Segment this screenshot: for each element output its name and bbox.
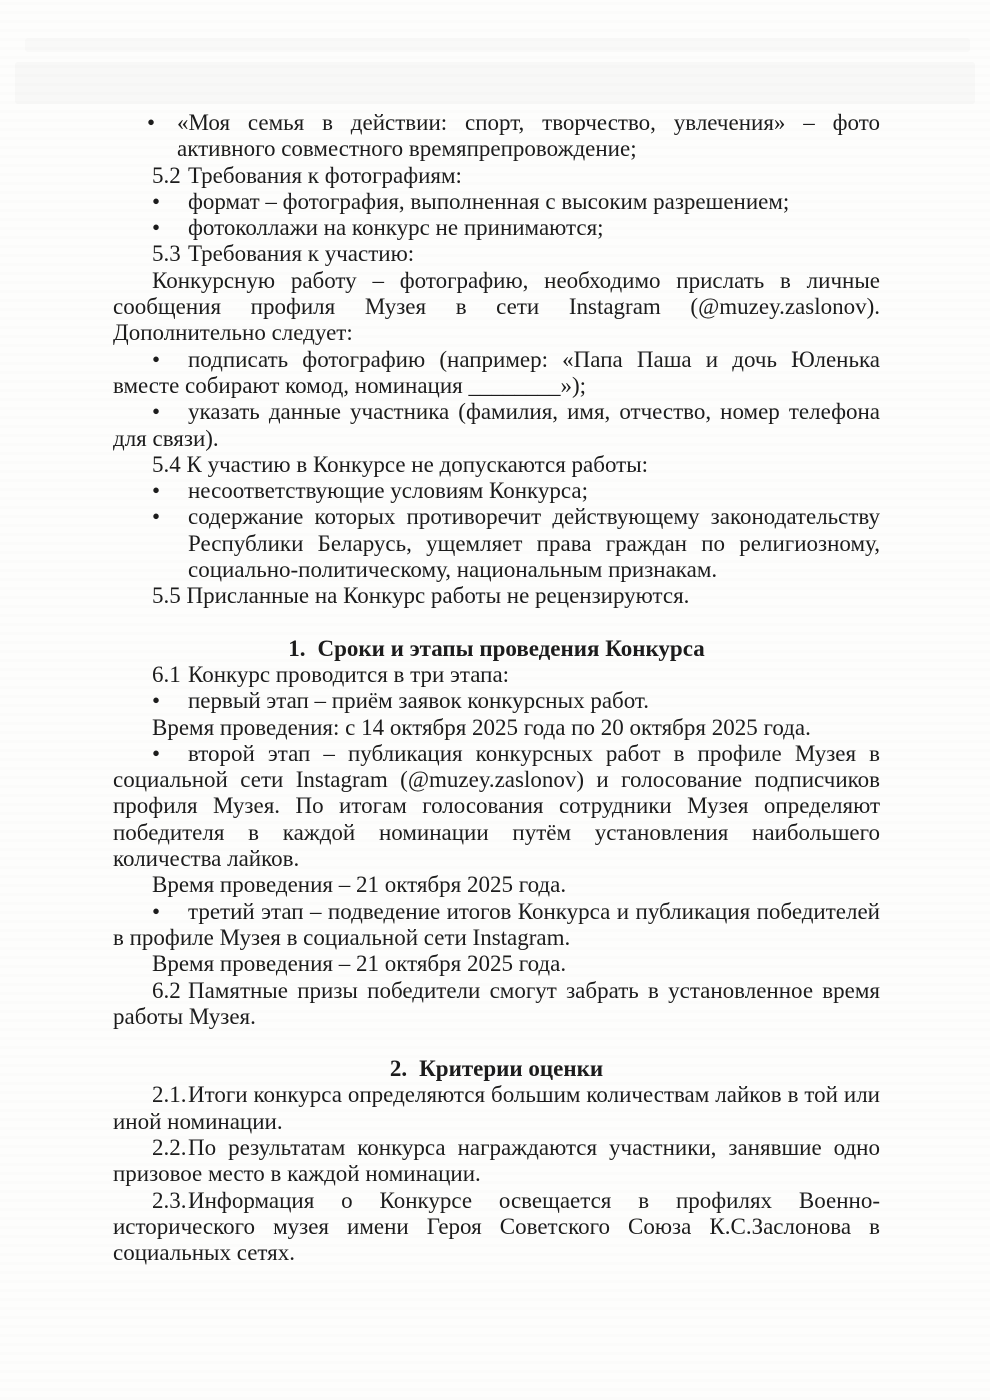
list-item-text: подписать фотографию (например: «Папа Паша и дочь Юленька вместе собирают комод, номинация ________»); (113, 346, 880, 398)
item-text: Информация о Конкурсе освещается в профилях Военно-исторического музея имени Героя Советского Союза К.С.Заслонова в социальных сетях. (113, 1187, 880, 1266)
item-text: Конкурс проводится в три этапа: (188, 661, 510, 687)
paragraph-dates-2 (113, 872, 880, 898)
list-item-text: содержание которых противоречит действующему законодательству Республики Беларусь, ущемляет права граждан по религиозному, социально-политическому, национальным признакам. (188, 504, 880, 583)
paragraph-submission (113, 268, 880, 347)
paragraph-text: 5.4 К участию в Конкурсе не допускаются работы: (152, 451, 649, 477)
numbered-item-6-1 (113, 662, 880, 688)
section-heading-stages (113, 636, 880, 662)
numbered-item-2-1 (113, 1082, 880, 1135)
list-item-stage-2 (113, 741, 880, 872)
bullet-marker: • (152, 898, 161, 924)
bullet-marker: • (152, 346, 161, 372)
list-item-text: второй этап – публикация конкурсных работ в профиле Музея в социальной сети Instagram (@muzey.zaslonov) и голосование подписчиков профиля Музея. По итогам голосования сотрудники Музея определяют победителя в каждой номинации путём установления наибольшего количества лайков. (113, 740, 880, 872)
list-item-caption (113, 347, 880, 400)
paragraph-dates-1 (113, 715, 880, 741)
bullet-marker: • (152, 399, 161, 425)
list-item-stage-1 (113, 688, 880, 714)
paragraph-text: 5.5 Присланные на Конкурс работы не рецензируются. (152, 583, 690, 609)
item-text: Требования к участию: (188, 241, 415, 267)
paragraph-text: Время проведения – 21 октября 2025 года. (152, 951, 567, 977)
scan-artifact (15, 62, 975, 104)
list-item-nomination (113, 110, 880, 163)
item-number: 6.1 (152, 661, 181, 687)
item-text: Требования к фотографиям: (188, 162, 462, 188)
list-item-legislation (113, 504, 880, 583)
numbered-item-2-2 (113, 1135, 880, 1188)
paragraph-5-4 (113, 452, 880, 478)
paragraph-dates-3 (113, 951, 880, 977)
paragraph-text: Конкурсную работу – фотографию, необходимо прислать в личные сообщения профиля Музея в сети Instagram (@muzey.zaslonov). Дополнительно следует: (113, 267, 880, 346)
bullet-marker: • (147, 110, 156, 135)
list-item-text: первый этап – приём заявок конкурсных работ. (188, 688, 649, 714)
item-number: 2.3. (152, 1187, 187, 1213)
bullet-marker: • (152, 478, 161, 504)
list-item-text: фотоколлажи на конкурс не принимаются; (188, 215, 604, 241)
item-number: 6.2 (152, 977, 181, 1003)
item-number: 5.2 (152, 162, 181, 188)
list-item-collage (113, 215, 880, 241)
bullet-marker: • (152, 740, 161, 766)
heading-number: 1. (288, 635, 306, 661)
numbered-item-5-2 (113, 163, 880, 189)
list-item-text: несоответствующие условиям Конкурса; (188, 478, 588, 504)
section-heading-criteria (113, 1056, 880, 1082)
list-item-participant-data (113, 399, 880, 452)
item-text: По результатам конкурса награждаются участники, занявшие одно призовое место в каждой номинации. (113, 1134, 880, 1187)
paragraph-5-5 (113, 583, 880, 609)
heading-text: Сроки и этапы проведения Конкурса (317, 635, 705, 661)
paragraph-text: Время проведения: с 14 октября 2025 года по 20 октября 2025 года. (152, 714, 811, 740)
item-number: 2.1. (152, 1082, 187, 1108)
heading-number: 2. (389, 1056, 408, 1082)
item-text: Итоги конкурса определяются большим количествам лайков в той или иной номинации. (113, 1082, 880, 1134)
list-item-text: формат – фотография, выполненная с высоким разрешением; (188, 188, 790, 214)
item-number: 5.3 (152, 241, 181, 267)
item-number: 2.2. (152, 1134, 187, 1160)
paragraph-text: Время проведения – 21 октября 2025 года. (152, 872, 567, 898)
list-item-text: третий этап – подведение итогов Конкурса и публикация победителей в профиле Музея в социальной сети Instagram. (113, 898, 880, 950)
bullet-marker: • (152, 188, 161, 214)
numbered-item-2-3 (113, 1188, 880, 1267)
scan-artifact (25, 38, 970, 52)
list-item-text: «Моя семья в действии: спорт, творчество, увлечения» – фото активного совместного времяпрепровождение; (177, 110, 880, 162)
heading-text: Критерии оценки (419, 1056, 604, 1082)
numbered-item-5-3 (113, 241, 880, 267)
list-item-format (113, 189, 880, 215)
list-item-stage-3 (113, 899, 880, 952)
list-item-text: указать данные участника (фамилия, имя, отчество, номер телефона для связи). (113, 399, 880, 451)
bullet-marker: • (152, 215, 161, 241)
bullet-marker: • (152, 504, 161, 530)
item-text: Памятные призы победители смогут забрать в установленное время работы Музея. (113, 977, 880, 1029)
list-item-noncompliant (113, 478, 880, 504)
numbered-item-6-2 (113, 978, 880, 1031)
bullet-marker: • (152, 688, 161, 714)
